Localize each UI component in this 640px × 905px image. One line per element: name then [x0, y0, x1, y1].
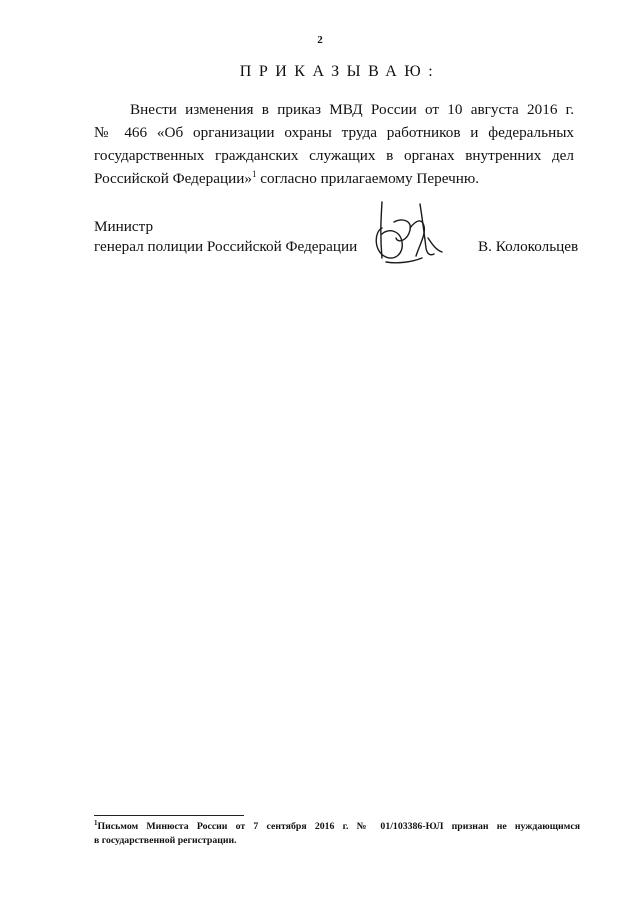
- footnote-marker: 1: [94, 819, 98, 827]
- body-line-tail: согласно прилагаемому Перечню.: [256, 170, 480, 187]
- body-line-last: [94, 167, 574, 190]
- footnote-text: Письмом Минюста России от 7 сентября 2016 г. № 01/103386-ЮЛ признан не нуждающимся: [97, 821, 580, 832]
- signatory-name: В. Колокольцев: [478, 238, 579, 255]
- body-line: государственных гражданских служащих в органах внутренних дел: [94, 147, 574, 164]
- footnote-line: в государственной регистрации.: [94, 835, 237, 846]
- footnote-line: [94, 820, 580, 834]
- signatory-title: Министр: [94, 218, 154, 235]
- footnote-reference: 1: [251, 169, 257, 179]
- body-line: № 466 «Об организации охраны труда работников и федеральных: [94, 124, 574, 141]
- body-line: Внести изменения в приказ МВД России от 10 августа 2016 г.: [130, 101, 574, 118]
- document-heading: ПРИКАЗЫВАЮ:: [239, 63, 441, 80]
- footnote-divider: [94, 815, 244, 816]
- page-number: 2: [317, 34, 323, 46]
- order-body: [94, 98, 574, 190]
- body-line: Российской Федерации»: [94, 170, 252, 187]
- handwritten-signature: [372, 198, 446, 268]
- signatory-rank: генерал полиции Российской Федерации: [94, 238, 358, 255]
- footnote: [94, 820, 580, 848]
